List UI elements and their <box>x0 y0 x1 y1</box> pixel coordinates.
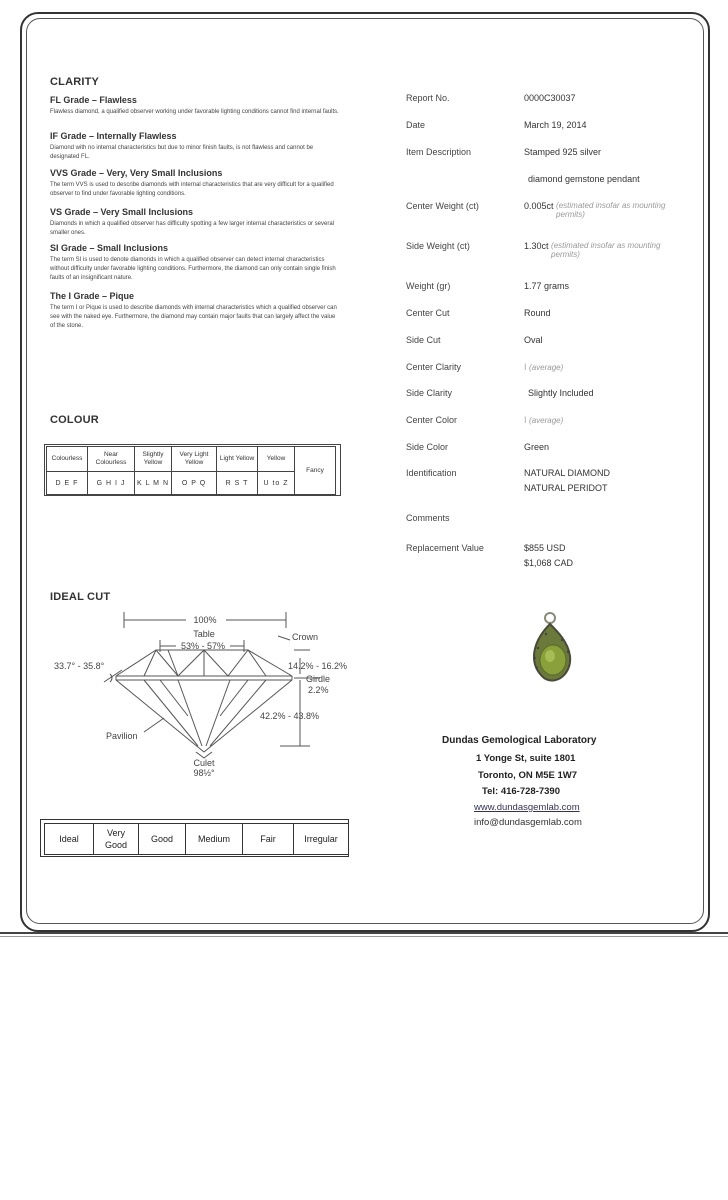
report-label: Side Color <box>406 442 449 452</box>
pavilion-label: Pavilion <box>106 731 138 741</box>
center-color-note: (average) <box>529 416 564 425</box>
report-label: Center Clarity <box>406 362 462 372</box>
lab-name: Dundas Gemological Laboratory <box>442 735 597 746</box>
colour-grades: O P Q <box>172 472 217 495</box>
colour-label: Fancy <box>295 447 336 495</box>
cut-grade: Medium <box>186 824 243 855</box>
clarity-grade-text: The term VVS is used to describe diamonds with internal characteristics that are very difficult for a qualified observer to find under favorable lighting conditions. <box>50 182 334 197</box>
report-label: Item Description <box>406 147 472 157</box>
lab-phone: Tel: 416-728-7390 <box>482 786 560 797</box>
clarity-grade-heading: VS Grade – Very Small Inclusions <box>50 207 194 217</box>
side-weight-note: (estimated insofar as mounting permits) <box>551 241 661 259</box>
report-value <box>524 201 686 219</box>
lab-address-line2: Toronto, ON M5E 1W7 <box>478 770 578 781</box>
report-label: Report No. <box>406 93 450 103</box>
report-label: Side Weight (ct) <box>406 241 470 251</box>
cut-grade: Fair <box>243 824 294 855</box>
clarity-grade-heading: VVS Grade – Very, Very Small Inclusions <box>50 168 223 178</box>
girdle-label: Girdle <box>306 674 331 684</box>
page-divider <box>0 932 728 934</box>
clarity-grade-heading: IF Grade – Internally Flawless <box>50 131 177 141</box>
center-clarity-value: I <box>524 362 527 372</box>
colour-label: Slightly Yellow <box>135 447 172 472</box>
colour-grades: G H I J <box>88 472 135 495</box>
report-value: 0000C30037 <box>524 93 576 103</box>
colour-title: COLOUR <box>50 414 99 426</box>
table-pct-label: 53% - 57% <box>180 641 226 651</box>
colour-grades: U to Z <box>258 472 295 495</box>
report-value: NATURAL PERIDOT <box>524 483 608 493</box>
colour-grades: R S T <box>217 472 258 495</box>
culet-label: Culet <box>193 758 215 768</box>
report-label: Center Color <box>406 415 458 425</box>
center-weight-value: 0.005ct <box>524 201 554 211</box>
report-label: Weight (gr) <box>406 281 451 291</box>
colour-grades: K L M N <box>135 472 172 495</box>
cut-grade: Good <box>139 824 186 855</box>
clarity-grade-text: Diamond with no internal characteristics but due to minor finish faults, is not flawless and cannot be designated FL. <box>50 145 314 160</box>
lab-email[interactable]: info@dundasgemlab.com <box>474 817 582 828</box>
report-value: diamond gemstone pendant <box>528 174 640 184</box>
girdle-pct-label: 2.2% <box>308 685 329 695</box>
colour-label: Light Yellow <box>217 447 258 472</box>
center-weight-note: (estimated insofar as mounting permits) <box>556 201 666 219</box>
report-label: Comments <box>406 513 450 523</box>
report-value: Round <box>524 308 551 318</box>
report-value: Oval <box>524 335 543 345</box>
colour-label: Very Light Yellow <box>172 447 217 472</box>
report-value: $855 USD <box>524 543 566 553</box>
culet-angle-label: 98½° <box>193 768 215 778</box>
cut-grade-text: Very Good <box>104 828 128 850</box>
report-label: Identification <box>406 468 457 478</box>
clarity-grade-heading: The I Grade – Pique <box>50 291 135 301</box>
colour-label: Near Colourless <box>88 447 135 472</box>
cut-grade <box>94 824 139 855</box>
report-value <box>524 241 671 259</box>
report-label: Date <box>406 120 426 130</box>
lab-website-link[interactable]: www.dundasgemlab.com <box>474 802 580 813</box>
report-label: Center Weight (ct) <box>406 201 479 211</box>
colour-label: Yellow <box>258 447 295 472</box>
crown-label: Crown <box>292 632 319 642</box>
report-value <box>524 362 563 372</box>
clarity-grade-text: Flawless diamond, a qualified observer working under favorable lighting conditions cannot find internal faults. <box>50 109 339 115</box>
report-value: Green <box>524 442 550 452</box>
clarity-grade-text: The term SI is used to denote diamonds in which a qualified observer can detect internal characteristics without difficulty under favorable lighting conditions. Furthermore, the diamond can only contain single finish faults of an insignificant nature. <box>50 257 336 281</box>
report-value: Slightly Included <box>528 388 594 398</box>
report-label: Side Clarity <box>406 388 453 398</box>
report-label: Center Cut <box>406 308 450 318</box>
crown-height-label: 14.2% - 16.2% <box>288 661 348 671</box>
width-pct-label: 100% <box>193 615 217 625</box>
colour-label: Colourless <box>47 447 88 472</box>
clarity-grade-heading: SI Grade – Small Inclusions <box>50 243 169 253</box>
report-value: 1.77 grams <box>524 281 570 291</box>
report-label: Side Cut <box>406 335 441 345</box>
cut-grade: Irregular <box>294 824 349 855</box>
clarity-grade-heading: FL Grade – Flawless <box>50 95 137 105</box>
center-color-value: I <box>524 415 527 425</box>
report-value: NATURAL DIAMOND <box>524 468 611 478</box>
center-clarity-note: (average) <box>529 363 564 372</box>
cut-grade-table <box>44 823 349 855</box>
crown-angle-label: 33.7° - 35.8° <box>54 661 105 671</box>
report-value: Stamped 925 silver <box>524 147 602 157</box>
pavilion-depth-label: 42.2% - 43.8% <box>260 711 320 721</box>
colour-scale-table <box>46 446 336 495</box>
clarity-grade-text: The term I or Pique is used to describe diamonds with internal characteristics which a qualified observer can see with the naked eye. Furthermore, the diamond may contain major faults that can largely affect the value of the stone. <box>50 305 337 329</box>
table-label: Table <box>193 629 215 639</box>
diamond-proportions-diagram <box>48 606 368 786</box>
report-value: $1,068 CAD <box>524 558 574 568</box>
ideal-cut-title: IDEAL CUT <box>50 591 111 603</box>
page-divider-thin <box>0 936 728 937</box>
cut-grade: Ideal <box>45 824 94 855</box>
report-value: March 19, 2014 <box>524 120 587 130</box>
report-value <box>524 415 563 425</box>
pendant-photo <box>522 612 578 688</box>
report-label: Replacement Value <box>406 543 484 553</box>
colour-grades: D E F <box>47 472 88 495</box>
lab-address-line1: 1 Yonge St, suite 1801 <box>476 753 576 764</box>
clarity-grade-text: Diamonds in which a qualified observer has difficulty spotting a few larger internal characteristics or several smaller ones. <box>50 221 335 236</box>
clarity-title: CLARITY <box>50 76 100 88</box>
side-weight-value: 1.30ct <box>524 241 549 251</box>
